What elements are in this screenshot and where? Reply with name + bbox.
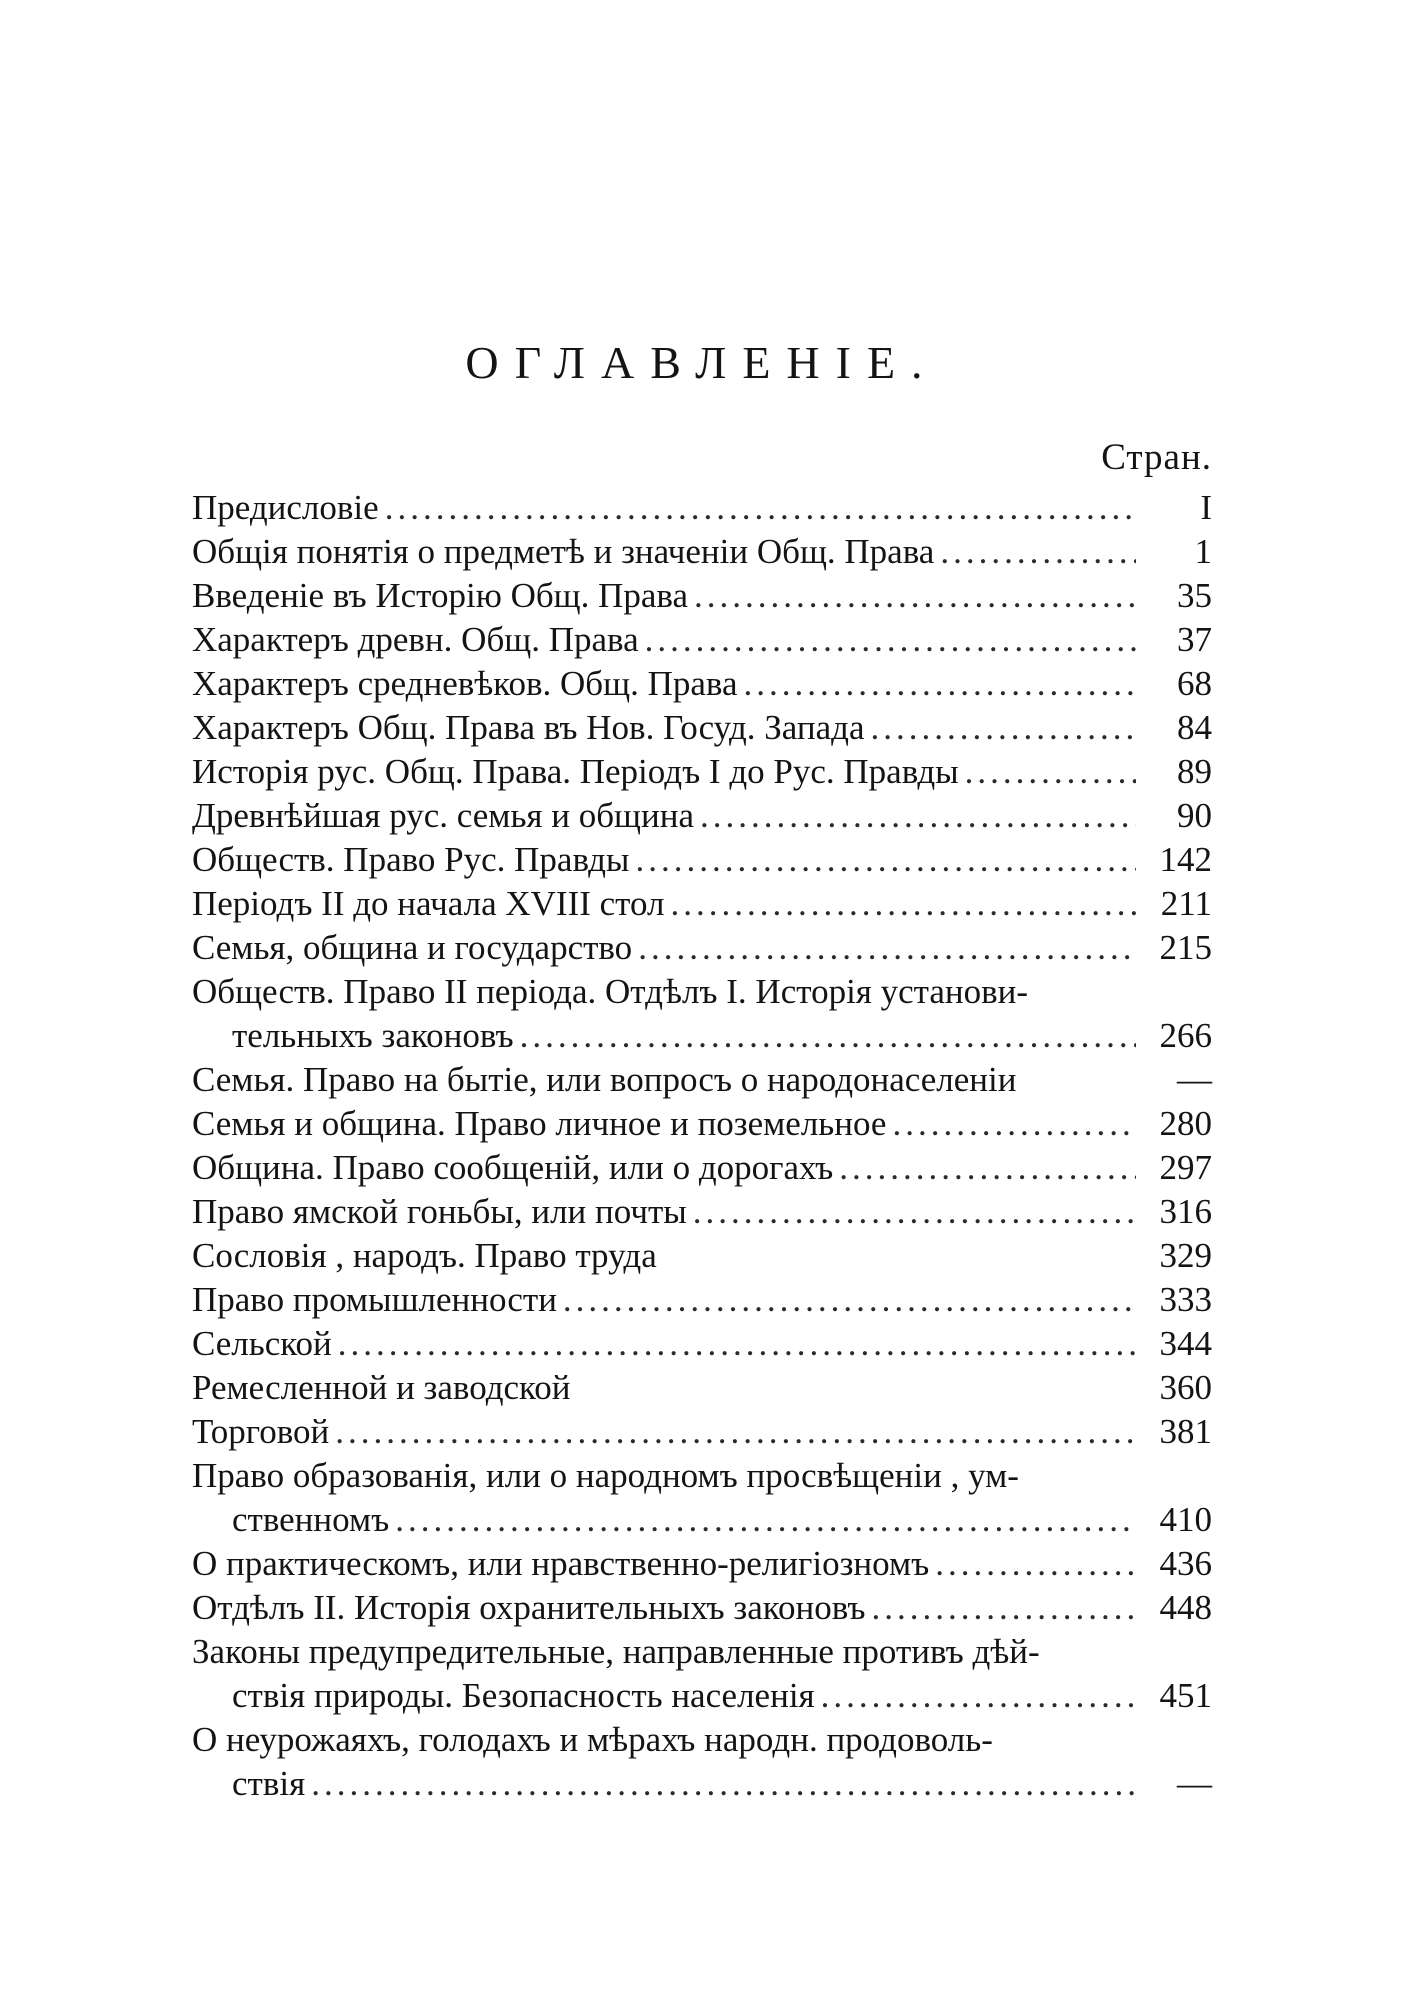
toc-entry: [192, 1278, 1212, 1322]
leader-dots: [693, 1190, 1136, 1234]
toc-entry-title-continued: ствія: [232, 1764, 306, 1803]
toc-entry-page: 316: [1159, 1192, 1212, 1231]
leader-dots: [743, 662, 1136, 706]
toc-entry-title: Семья, община и государство: [192, 928, 633, 967]
toc-entry-title: Введеніе въ Исторію Общ. Права: [192, 576, 689, 615]
toc-entry-page: —: [1177, 1764, 1212, 1803]
toc-entry: [192, 1190, 1212, 1234]
toc-entry: [192, 1410, 1212, 1454]
toc-entry-title: Обществ. Право II періода. Отдѣлъ I. Исторія установи-: [192, 972, 1029, 1011]
toc-entry-title-continued: ствія природы. Безопасность населенія: [232, 1676, 815, 1715]
toc-entry-page: 280: [1159, 1104, 1212, 1143]
toc-entry: [192, 1454, 1212, 1542]
leader-dots: [700, 794, 1136, 838]
toc-entry-page: 381: [1159, 1412, 1212, 1451]
toc-entry-title: Право ямской гоньбы, или почты: [192, 1192, 687, 1231]
toc-entry-title: Законы предупредительные, направленные противъ дѣй-: [192, 1632, 1040, 1671]
toc-entry-page: —: [1177, 1060, 1212, 1099]
toc-entry: [192, 662, 1212, 706]
toc-entry: [192, 838, 1212, 882]
leader-dots: [839, 1146, 1136, 1190]
toc-entry-page: 215: [1159, 928, 1212, 967]
toc-entry: [192, 1058, 1212, 1102]
toc-entry-page: 90: [1177, 796, 1212, 835]
toc-entry: [192, 1102, 1212, 1146]
toc-entry-page: 451: [1159, 1676, 1212, 1715]
toc-entry-title: Торговой: [192, 1412, 330, 1451]
toc-entry-page: 37: [1177, 620, 1212, 659]
toc-entry-title: Періодъ II до начала XVIII стол: [192, 884, 665, 923]
toc-entry-title: Ремесленной и заводской: [192, 1368, 571, 1407]
toc-entry-page: 329: [1159, 1236, 1212, 1275]
toc-entry-title: Отдѣлъ II. Исторія охранительныхъ законовъ: [192, 1588, 866, 1627]
toc-entry: [192, 618, 1212, 662]
leader-dots: [645, 618, 1136, 662]
toc-entry-title: Общія понятія о предметѣ и значеніи Общ. Права: [192, 532, 935, 571]
leader-dots: [892, 1102, 1136, 1146]
leader-dots: [635, 838, 1136, 882]
toc-entry-page: 410: [1159, 1500, 1212, 1539]
toc-entry: [192, 970, 1212, 1058]
toc-entry-title: О неурожаяхъ, голодахъ и мѣрахъ народн. продоволь-: [192, 1720, 993, 1759]
toc-entry: [192, 1718, 1212, 1806]
page-title: ОГЛАВЛЕНІЕ.: [465, 337, 939, 388]
toc-entry-page: 448: [1159, 1588, 1212, 1627]
toc-entry-title-continued: тельныхъ законовъ: [232, 1016, 514, 1055]
leader-dots: [563, 1278, 1136, 1322]
leader-dots: [638, 926, 1136, 970]
toc-entry-title: Обществ. Право Рус. Правды: [192, 840, 630, 879]
toc-entry-title: О практическомъ, или нравственно-религіозномъ: [192, 1544, 930, 1583]
toc-entry-title: Семья. Право на бытіе, или вопросъ о народонаселеніи: [192, 1060, 1017, 1099]
leader-dots: [385, 486, 1136, 530]
page-column-header: Стран.: [1101, 437, 1212, 478]
leader-dots: [311, 1762, 1136, 1806]
leader-dots: [940, 530, 1136, 574]
toc-entry-title-continued: ственномъ: [232, 1500, 390, 1539]
leader-dots: [694, 574, 1136, 618]
leader-dots: [335, 1410, 1136, 1454]
toc-entry: [192, 1234, 1212, 1278]
toc-entry-title: Характеръ древн. Общ. Права: [192, 620, 639, 659]
toc-entry: [192, 1586, 1212, 1630]
leader-dots: [871, 1586, 1136, 1630]
leader-dots: [671, 882, 1137, 926]
toc-entry: [192, 794, 1212, 838]
toc-entry: [192, 750, 1212, 794]
toc-entry-page: 35: [1177, 576, 1212, 615]
toc-entry: [192, 926, 1212, 970]
toc-entry-page: 142: [1159, 840, 1212, 879]
leader-dots: [821, 1674, 1136, 1718]
toc-entry: [192, 706, 1212, 750]
toc-entry-title: Характеръ Общ. Права въ Нов. Госуд. Запада: [192, 708, 865, 747]
table-of-contents: [192, 486, 1212, 1806]
leader-dots: [965, 750, 1136, 794]
toc-entry-page: 436: [1159, 1544, 1212, 1583]
toc-entry-page: 89: [1177, 752, 1212, 791]
leader-dots: [935, 1542, 1136, 1586]
toc-entry-title: Сельской: [192, 1324, 332, 1363]
toc-entry-page: 84: [1177, 708, 1212, 747]
leader-dots: [338, 1322, 1136, 1366]
leader-dots: [871, 706, 1137, 750]
toc-entry-title: Исторія рус. Общ. Права. Періодъ I до Рус. Правды: [192, 752, 959, 791]
toc-entry-page: 360: [1159, 1368, 1212, 1407]
toc-entry: [192, 530, 1212, 574]
leader-dots: [395, 1498, 1136, 1542]
toc-entry-page: I: [1200, 488, 1212, 527]
toc-entry: [192, 882, 1212, 926]
toc-entry-page: 333: [1159, 1280, 1212, 1319]
toc-entry-page: 297: [1159, 1148, 1212, 1187]
toc-entry-page: 1: [1194, 532, 1212, 571]
toc-entry-page: 68: [1177, 664, 1212, 703]
toc-entry-title: Право образованія, или о народномъ просвѣщеніи , ум-: [192, 1456, 1019, 1495]
toc-entry: [192, 1146, 1212, 1190]
toc-entry: [192, 1366, 1212, 1410]
toc-entry-title: Право промышленности: [192, 1280, 557, 1319]
toc-entry: [192, 574, 1212, 618]
toc-entry-page: 266: [1159, 1016, 1212, 1055]
toc-entry-title: Древнѣйшая рус. семья и община: [192, 796, 694, 835]
toc-entry-title: Община. Право сообщеній, или о дорогахъ: [192, 1148, 834, 1187]
toc-entry-title: Характеръ средневѣков. Общ. Права: [192, 664, 738, 703]
toc-entry-page: 344: [1159, 1324, 1212, 1363]
leader-dots: [520, 1014, 1136, 1058]
toc-entry-title: Предисловіе: [192, 488, 379, 527]
toc-entry-page: 211: [1160, 884, 1212, 923]
toc-entry-title: Сословія , народъ. Право труда: [192, 1236, 657, 1275]
toc-entry-title: Семья и община. Право личное и поземельное: [192, 1104, 887, 1143]
toc-entry: [192, 1542, 1212, 1586]
toc-entry: [192, 1630, 1212, 1718]
toc-entry: [192, 1322, 1212, 1366]
toc-entry: [192, 486, 1212, 530]
